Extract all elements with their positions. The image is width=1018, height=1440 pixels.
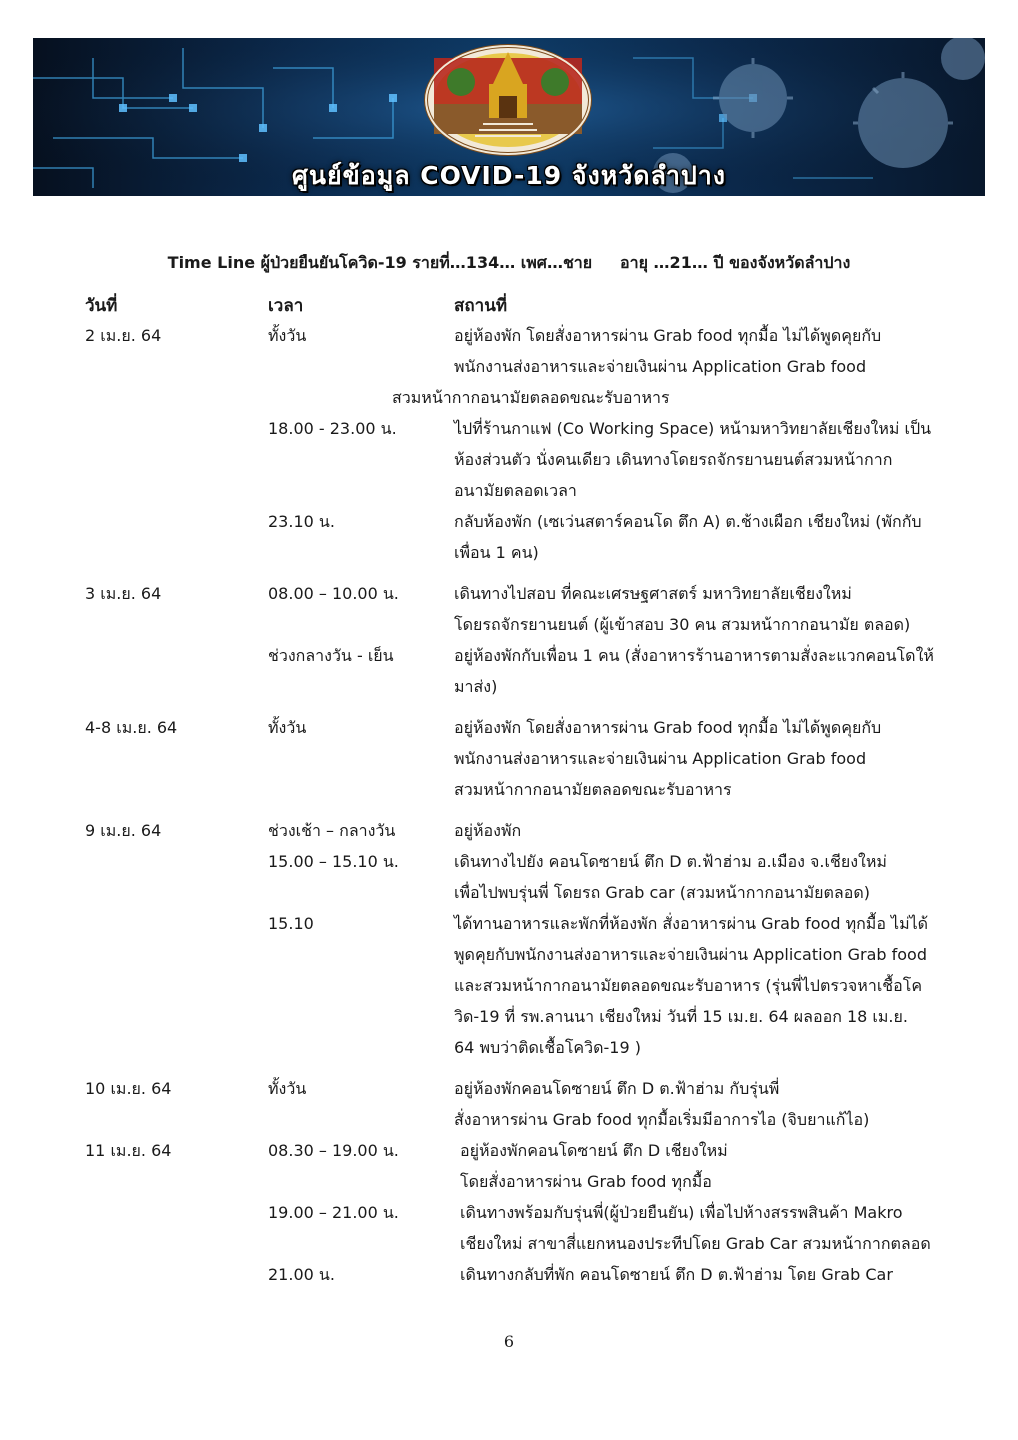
row-place: อยู่ห้องพักกับเพื่อน 1 คน (สั่งอาหารร้านอาหารตามสั่งละแวกคอนโดให้ [454,646,934,665]
row-place: เดินทางไปยัง คอนโดซายน์ ตึก D ต.ฟ้าฮ่าม อ.เมือง จ.เชียงใหม่ [454,852,887,871]
row-time: 18.00 - 23.00 น. [268,419,397,438]
row-time: ช่วงกลางวัน - เย็น [268,646,394,665]
row-place: เพื่อน 1 คน) [454,543,539,562]
row-place: พนักงานส่งอาหารและจ่ายเงินผ่าน Application Grab food [454,357,867,376]
row-time: 21.00 น. [268,1265,335,1284]
row-place: พนักงานส่งอาหารและจ่ายเงินผ่าน Application Grab food [454,749,867,768]
row-place: ได้ทานอาหารและพักที่ห้องพัก สั่งอาหารผ่าน Grab food ทุกมื้อ ไม่ได้ [454,914,929,933]
row-time: 19.00 – 21.00 น. [268,1203,399,1222]
row-place: มาส่ง) [454,677,498,696]
column-header-time: เวลา [268,296,304,316]
row-time: 08.30 – 19.00 น. [268,1141,399,1160]
row-place: ห้องส่วนตัว นั่งคนเดียว เดินทางโดยรถจักรยานยนต์สวมหน้ากาก [454,450,893,469]
row-place: โดยสั่งอาหารผ่าน Grab food ทุกมื้อ [460,1172,712,1191]
column-header-place: สถานที่ [454,296,508,316]
row-place: พูดคุยกับพนักงานส่งอาหารและจ่ายเงินผ่าน Application Grab food [454,945,927,964]
row-date: 9 เม.ย. 64 [85,821,162,840]
row-place: และสวมหน้ากากอนามัยตลอดขณะรับอาหาร (รุ่นพี่ไปตรวจหาเชื้อโค [454,976,923,995]
row-date: 3 เม.ย. 64 [85,584,162,603]
row-place: อยู่ห้องพักคอนโดซายน์ ตึก D เชียงใหม่ [460,1141,728,1160]
row-place: 64 พบว่าติดเชื้อโควิด-19 ) [454,1038,641,1057]
banner-title: ศูนย์ข้อมูล COVID-19 จังหวัดลำปาง [292,161,726,190]
row-place: อยู่ห้องพัก โดยสั่งอาหารผ่าน Grab food ทุกมื้อ ไม่ได้พูดคุยกับ [454,326,882,345]
row-place: เชียงใหม่ สาขาสี่แยกหนองประทีปโดย Grab Car สวมหน้ากากตลอด [460,1234,931,1253]
row-time: 08.00 – 10.00 น. [268,584,399,603]
row-time: ทั้งวัน [268,1079,307,1098]
row-place: กลับห้องพัก (เซเว่นสตาร์คอนโด ตึก A) ต.ช้างเผือก เชียงใหม่ (พักกับ [454,512,922,531]
row-date: 2 เม.ย. 64 [85,326,162,345]
row-date: 4-8 เม.ย. 64 [85,718,178,737]
row-place: วิด-19 ที่ รพ.ลานนา เชียงใหม่ วันที่ 15 เม.ย. 64 ผลออก 18 เม.ย. [454,1007,908,1026]
row-place: สวมหน้ากากอนามัยตลอดขณะรับอาหาร [454,780,732,799]
row-place: อยู่ห้องพักคอนโดซายน์ ตึก D ต.ฟ้าฮ่าม กับรุ่นพี่ [454,1079,780,1098]
column-header-date: วันที่ [85,296,118,316]
row-place: เดินทางพร้อมกับรุ่นพี่(ผู้ป่วยยืนยัน) เพื่อไปห้างสรรพสินค้า Makro [460,1203,903,1222]
row-time: ทั้งวัน [268,326,307,345]
row-time: ช่วงเช้า – กลางวัน [268,821,396,840]
row-time: 23.10 น. [268,512,335,531]
row-time: 15.10 [268,914,314,933]
row-place: เดินทางกลับที่พัก คอนโดซายน์ ตึก D ต.ฟ้าฮ่าม โดย Grab Car [460,1265,893,1284]
row-place: เพื่อไปพบรุ่นพี่ โดยรถ Grab car (สวมหน้ากากอนามัยตลอด) [454,883,870,902]
row-time: ทั้งวัน [268,718,307,737]
row-place: อยู่ห้องพัก [454,821,522,840]
page-number: 6 [503,1332,515,1351]
row-time: 15.00 – 15.10 น. [268,852,399,871]
row-place: โดยรถจักรยานยนต์ (ผู้เข้าสอบ 30 คน สวมหน้ากากอนามัย ตลอด) [454,615,911,634]
row-date: 11 เม.ย. 64 [85,1141,172,1160]
row-place: สวมหน้ากากอนามัยตลอดขณะรับอาหาร [392,388,670,407]
row-date: 10 เม.ย. 64 [85,1079,172,1098]
row-place: ไปที่ร้านกาแฟ (Co Working Space) หน้ามหาวิทยาลัยเชียงใหม่ เป็น [454,419,932,438]
row-place: เดินทางไปสอบ ที่คณะเศรษฐศาสตร์ มหาวิทยาลัยเชียงใหม่ [454,584,852,603]
row-place: อนามัยตลอดเวลา [454,481,577,500]
row-place: สั่งอาหารผ่าน Grab food ทุกมื้อเริ่มมีอาการไอ (จิบยาแก้ไอ) [454,1110,870,1129]
row-place: อยู่ห้องพัก โดยสั่งอาหารผ่าน Grab food ทุกมื้อ ไม่ได้พูดคุยกับ [454,718,882,737]
timeline-heading: Time Line ผู้ป่วยยืนยันโควิด-19 รายที่…134… เพศ…ชาย อายุ …21… ปี ของจังหวัดลำปาง [167,253,851,272]
